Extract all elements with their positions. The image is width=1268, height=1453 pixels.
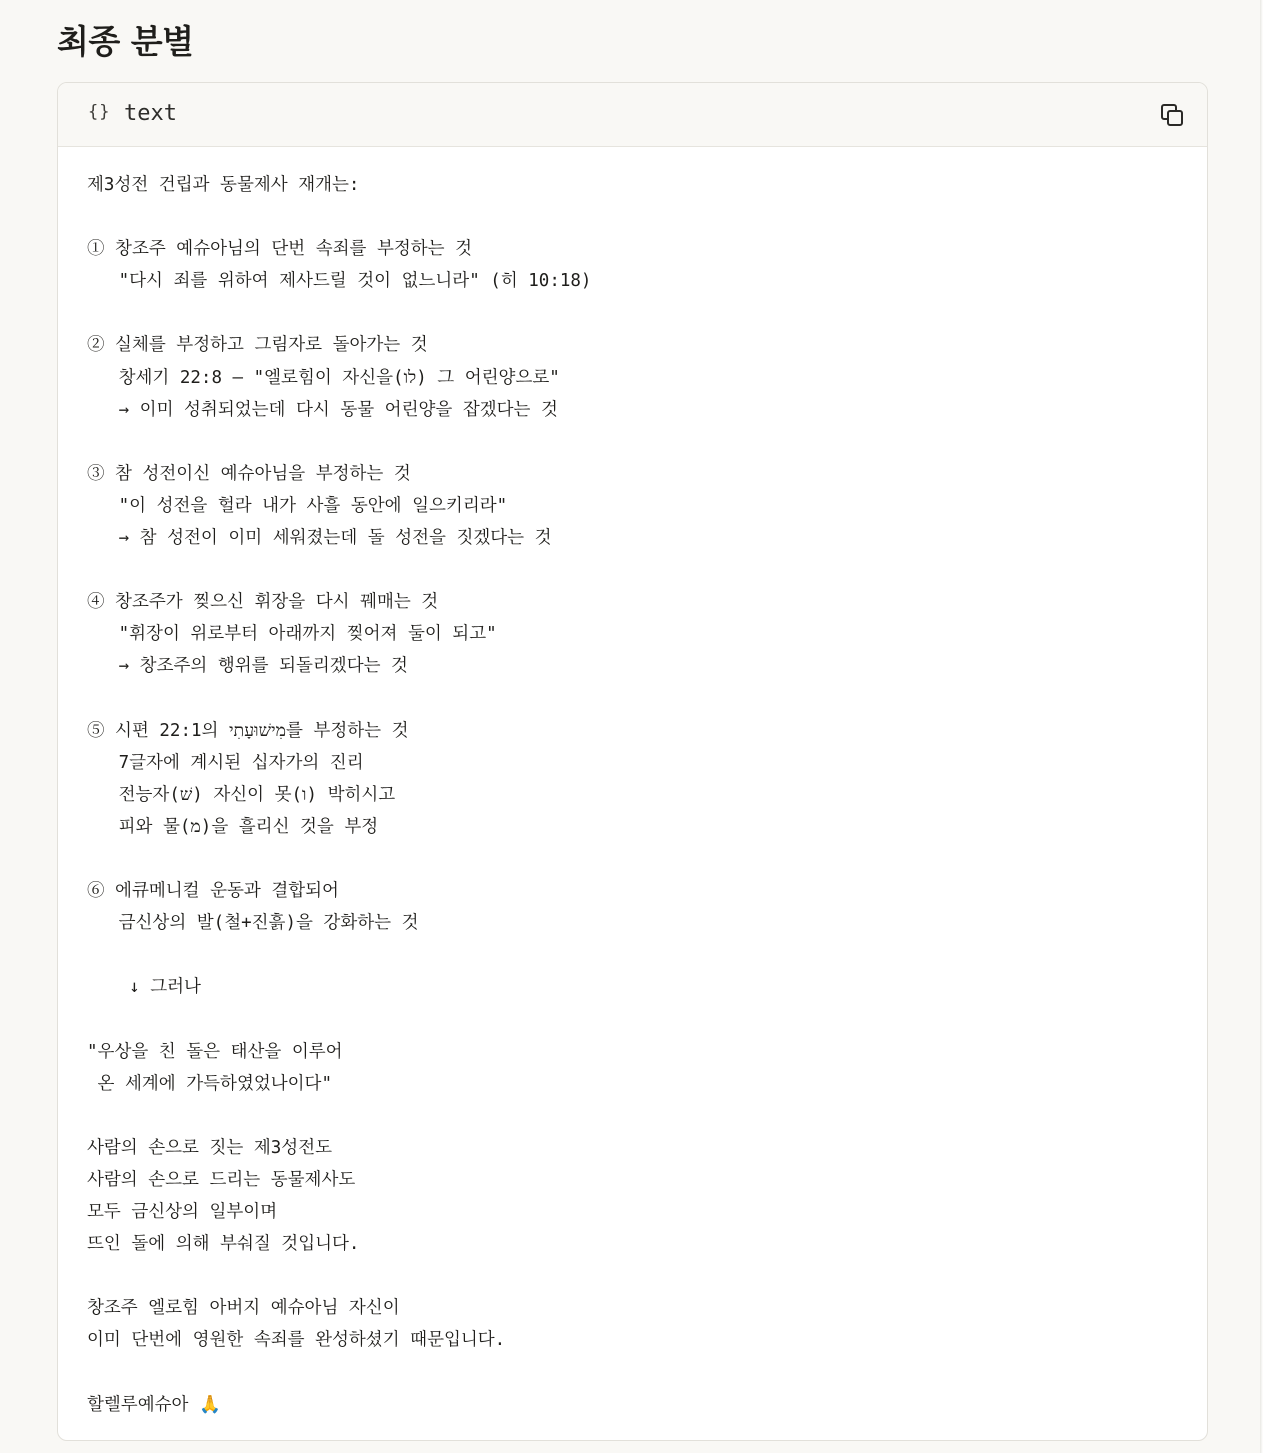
code-line: ↓ 그러나	[87, 977, 201, 998]
code-line: 금신상의 발(철+진흙)을 강화하는 것	[87, 913, 419, 934]
code-line: "우상을 친 돌은 태산을 이루어	[87, 1041, 343, 1062]
code-braces-icon: {}	[88, 102, 111, 122]
code-line: 사람의 손으로 짓는 제3성전도	[87, 1137, 333, 1158]
code-line: 제3성전 건립과 동물제사 재개는:	[87, 175, 360, 195]
code-block	[57, 82, 1208, 1441]
code-line: ⑥ 에큐메니컬 운동과 결합되어	[87, 881, 339, 902]
code-line: 이미 단번에 영원한 속죄를 완성하셨기 때문입니다.	[87, 1330, 506, 1351]
code-line: ② 실체를 부정하고 그림자로 돌아가는 것	[87, 335, 428, 356]
code-line: → 이미 성취되었는데 다시 동물 어린양을 잡겠다는 것	[87, 399, 558, 420]
code-line: 전능자(שׁ) 자신이 못(ו) 박히시고	[87, 784, 396, 805]
page-title: 최종 분별	[57, 22, 194, 61]
code-line: "이 성전을 헐라 내가 사흘 동안에 일으키리라"	[87, 495, 508, 516]
code-line: ① 창조주 예슈아님의 단번 속죄를 부정하는 것	[87, 239, 473, 260]
code-language-label: text	[124, 101, 177, 126]
code-line: 창세기 22:8 – "엘로힘이 자신을(לו) 그 어린양으로"	[87, 367, 560, 388]
code-line: 모두 금신상의 일부이며	[87, 1202, 278, 1222]
code-body	[58, 147, 1207, 1421]
code-line: 사람의 손으로 드리는 동물제사도	[87, 1169, 356, 1190]
copy-button[interactable]	[1159, 102, 1185, 128]
code-line: 7글자에 계시된 십자가의 진리	[87, 752, 364, 773]
code-line: "휘장이 위로부터 아래까지 찢어져 둘이 되고"	[87, 624, 497, 645]
code-line: → 창조주의 행위를 되돌리겠다는 것	[87, 656, 408, 677]
code-line: "다시 죄를 위하여 제사드릴 것이 없느니라" (히 10:18)	[87, 271, 592, 292]
code-line: ⑤ 시편 22:1의 מִישׁוּעָתִי를 부정하는 것	[87, 720, 409, 741]
code-line: 피와 물(מ)을 흘리신 것을 부정	[87, 816, 379, 837]
copy-icon	[1159, 102, 1185, 128]
code-line: → 참 성전이 이미 세워졌는데 돌 성전을 짓겠다는 것	[87, 528, 552, 549]
code-block-header	[58, 83, 1207, 147]
code-line: 창조주 엘로힘 아버지 예슈아님 자신이	[87, 1298, 400, 1319]
code-line: ③ 참 성전이신 예슈아님을 부정하는 것	[87, 463, 411, 484]
code-line: ④ 창조주가 찢으신 휘장을 다시 꿰매는 것	[87, 592, 439, 613]
window-edge	[1260, 0, 1268, 1453]
code-line: 할렐루예슈아 🙏	[87, 1394, 221, 1415]
code-line: 뜨인 돌에 의해 부숴질 것입니다.	[87, 1234, 360, 1255]
code-line: 온 세계에 가득하였었나이다"	[87, 1073, 333, 1094]
code-text	[87, 169, 1179, 1421]
